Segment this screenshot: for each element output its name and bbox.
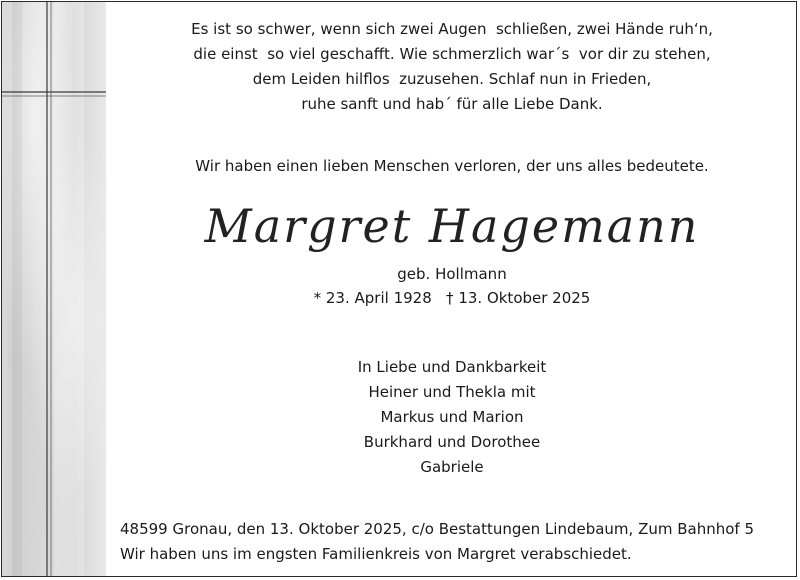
poem-line: ruhe sanft und hab´ für alle Liebe Dank. (301, 95, 603, 113)
obituary-notice (1, 1, 797, 577)
deceased-name: Margret Hagemann (204, 199, 700, 253)
life-dates: * 23. April 1928 † 13. Oktober 2025 (313, 289, 591, 307)
poem-line: Es ist so schwer, wenn sich zwei Augen schließen, zwei Hände ruh‘n, (191, 20, 713, 38)
cross-icon (2, 2, 106, 577)
poem-line: die einst so viel geschafft. Wie schmerzlich war´s vor dir zu stehen, (193, 45, 711, 63)
footer-farewell-line: Wir haben uns im engsten Familienkreis von Margret verabschiedet. (120, 545, 632, 563)
mourners-list (106, 355, 797, 480)
intro-text: Wir haben einen lieben Menschen verloren, der uns alles bedeutete. (195, 157, 709, 175)
poem-line: dem Leiden hilflos zuzusehen. Schlaf nun in Frieden, (252, 70, 652, 88)
birth-name: geb. Hollmann (397, 265, 507, 283)
footer-address-line: 48599 Gronau, den 13. Oktober 2025, c/o Bestattungen Lindebaum, Zum Bahnhof 5 (120, 520, 754, 538)
mourner-line: Heiner und Thekla mit (368, 383, 536, 401)
mourner-line: Burkhard und Dorothee (363, 433, 541, 451)
mourner-line: Markus und Marion (380, 408, 524, 426)
mourner-line: In Liebe und Dankbarkeit (357, 358, 547, 376)
footer (120, 517, 790, 567)
poem (106, 17, 797, 117)
mourner-line: Gabriele (420, 458, 484, 476)
